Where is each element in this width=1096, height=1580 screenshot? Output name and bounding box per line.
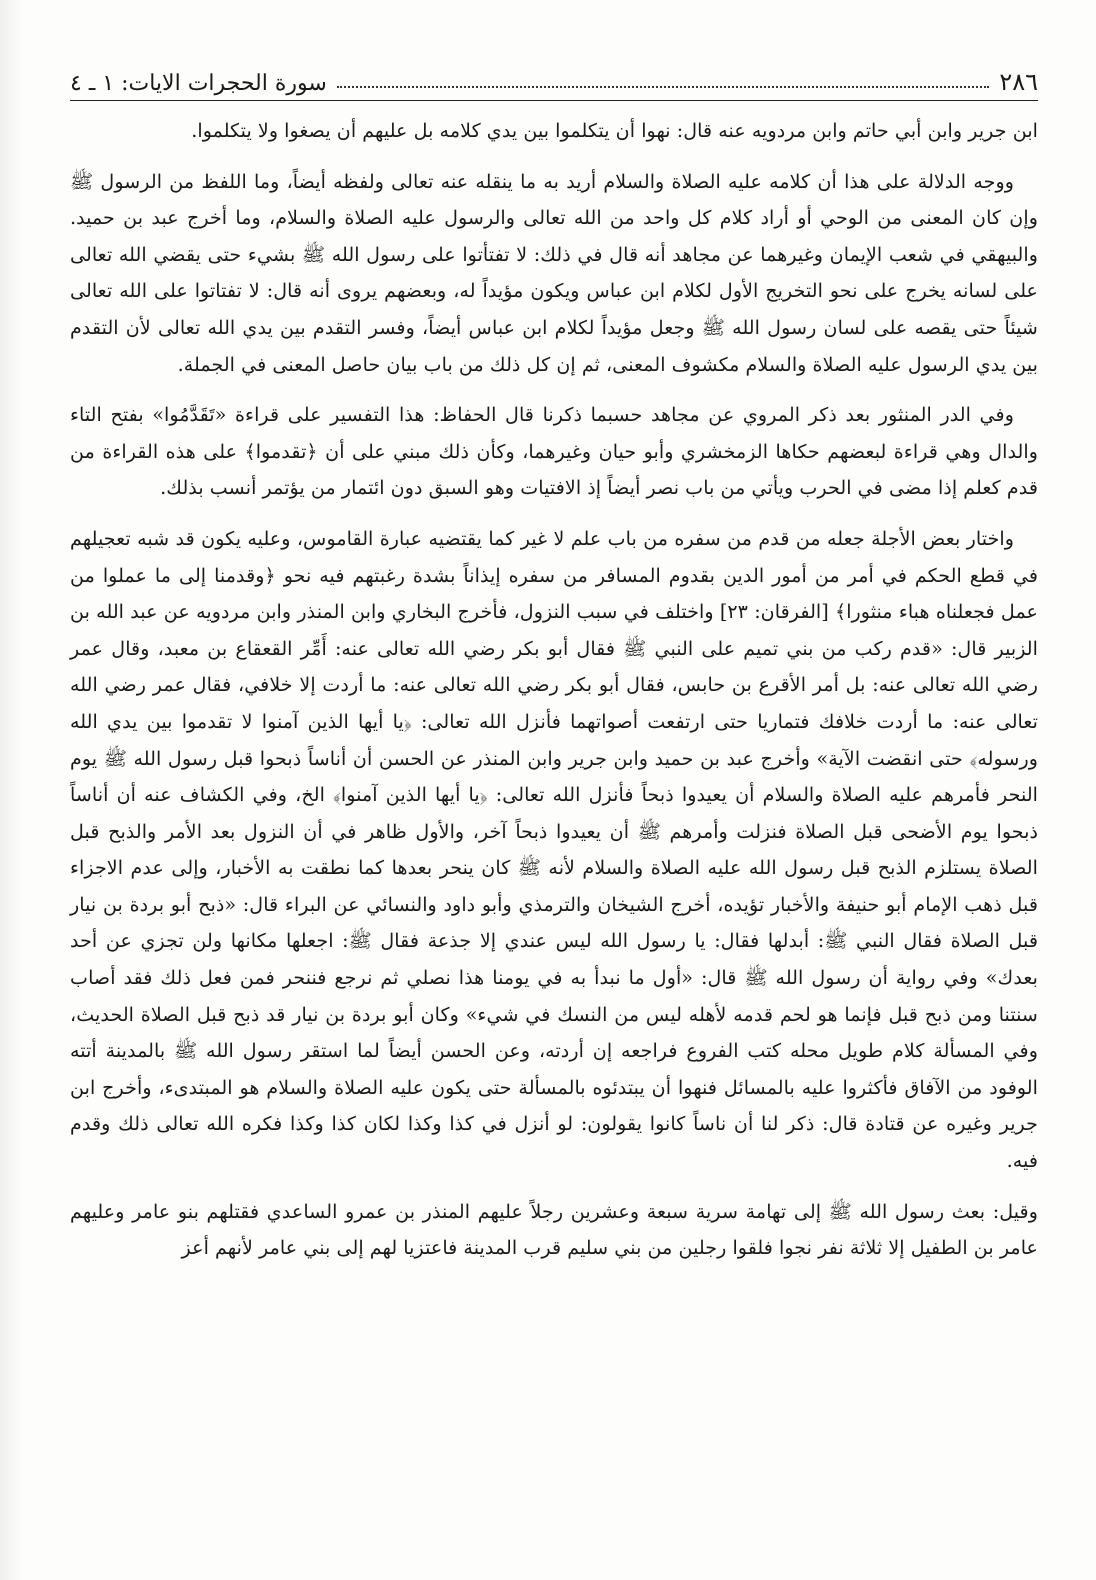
page-number: ٢٨٦ — [999, 68, 1038, 96]
paragraph-1: ابن جرير وابن أبي حاتم وابن مردويه عنه قال: نهوا أن يتكلموا بين يدي كلامه بل عليهم أن يصغوا ولا يتكلموا. — [191, 119, 1038, 142]
page-body — [70, 113, 1038, 1267]
header-dot-leader — [337, 86, 990, 88]
scan-edge-shadow — [0, 0, 22, 1580]
header-rule — [70, 100, 1038, 101]
paragraph-5: وقيل: بعث رسول الله ﷺ إلى تهامة سرية سبعة وعشرين رجلاً عليهم المنذر بن عمرو الساعدي فقتلهم بنو عامر وعليهم عامر بن الطفيل إلا ثلاثة نفر نجوا فلقوا رجلين من بني سليم قرب المدينة فاعتزيا لهم إلى بني عامر لأنهم أعز — [70, 1199, 1038, 1260]
book-page — [70, 60, 1038, 1281]
running-header — [70, 60, 1038, 96]
paragraph-2: ووجه الدلالة على هذا أن كلامه عليه الصلاة والسلام أريد به ما ينقله عنه تعالى ولفظه أيضاً، وما اللفظ من الرسول ﷺ وإن كان المعنى من الوحي أو أراد كلام كل واحد من الله تعالى والرسول عليه الصلاة والسلام، وما أخرج عبد بن حميد. والبيهقي في شعب الإيمان وغيرهما عن مجاهد أنه قال في ذلك: لا تفتأتوا على رسول الله ﷺ بشيء حتى يقضي الله تعالى على لسانه يخرج على نحو التخريج الأول لكلام ابن عباس ويكون مؤيداً له، وبعضهم يروى أنه قال: لا تفتاتوا على الله تعالى شيئاً حتى يقصه على لسان رسول الله ﷺ وجعل مؤيداً لكلام ابن عباس أيضاً، وفسر التقدم بين يدي الله تعالى لأن التقدم بين يدي الرسول عليه الصلاة والسلام مكشوف المعنى، ثم إن كل ذلك من باب بيان حاصل المعنى في الجملة. — [70, 169, 1038, 376]
paragraph-4: واختار بعض الأجلة جعله من قدم من سفره من باب علم لا غير كما يقتضيه عبارة القاموس، وعليه يكون قد شبه تعجيلهم في قطع الحكم في أمر من أمور الدين بقدوم المسافر من سفره إيذاناً بشدة رغبتهم فيه نحو ﴿وقدمنا إلى ما عملوا من عمل فجعلناه هباء منثورا﴾ [الفرقان: ٢٣] واختلف في سبب النزول، فأخرج البخاري وابن المنذر وابن مردويه عن عبد الله بن الزبير قال: «قدم ركب من بني تميم على النبي ﷺ فقال أبو بكر رضي الله تعالى عنه: أَمِّر القعقاع بن معبد، وقال عمر رضي الله تعالى عنه: بل أمر الأقرع بن حابس، فقال أبو بكر رضي الله تعالى عنه: ما أردت إلا خلافي، فقال عمر رضي الله تعالى عنه: ما أردت خلافك فتماريا حتى ارتفعت أصواتهما فأنزل الله تعالى: ﴿يا أيها الذين آمنوا لا تقدموا بين يدي الله ورسوله﴾ حتى انقضت الآية» وأخرج عبد بن حميد وابن جرير وابن المنذر عن الحسن أن أناساً ذبحوا قبل رسول الله ﷺ يوم النحر فأمرهم عليه الصلاة والسلام أن يعيدوا ذبحاً فأنزل الله تعالى: ﴿يا أيها الذين آمنوا﴾ الخ، وفي الكشاف عنه أن أناساً ذبحوا يوم الأضحى قبل الصلاة فنزلت وأمرهم ﷺ أن يعيدوا ذبحاً آخر، والأول ظاهر في أن النزول بعد الأمر والذبح قبل الصلاة يستلزم الذبح قبل رسول الله عليه الصلاة والسلام لأنه ﷺ كان ينحر بعدها كما نطقت به الأخبار، وإلى عدم الاجزاء قبل ذهب الإمام أبو حنيفة والأخبار تؤيده، أخرج الشيخان والترمذي وأبو داود والنسائي عن البراء قال: «ذبح أبو بردة بن نيار قبل الصلاة فقال النبي ﷺ: أبدلها فقال: يا رسول الله ليس عندي إلا جذعة فقال ﷺ: اجعلها مكانها ولن تجزي عن أحد بعدك» وفي رواية أن رسول الله ﷺ قال: «أول ما نبدأ به في يومنا هذا نصلي ثم نرجع فننحر فمن فعل ذلك فقد أصاب سنتنا ومن ذبح قبل فإنما هو لحم قدمه لأهله ليس من النسك في شيء» وكان أبو بردة بن نيار قد ذبح قبل الصلاة الحديث، وفي المسألة كلام طويل محله كتب الفروع فراجعه إن أردته، وعن الحسن أيضاً لما استقر رسول الله ﷺ بالمدينة أتته الوفود من الآفاق فأكثروا عليه بالمسائل فنهوا أن يبتدئوه بالمسألة حتى يكون عليه الصلاة والسلام هو المبتدىء، وأخرج ابن جرير وغيره عن قتادة قال: ذكر لنا أن ناساً كانوا يقولون: لو أنزل في كذا وكذا لكان كذا وكذا فكره الله تعالى ذلك وقدم فيه. — [70, 526, 1038, 1173]
paragraph-3: وفي الدر المنثور بعد ذكر المروي عن مجاهد حسبما ذكرنا قال الحفاظ: هذا التفسير على قراءة «تَقَدَّمُوا» بفتح التاء والدال وهي قراءة لبعضهم حكاها الزمخشري وأبو حيان وغيرهما، وكأن ذلك مبني على أن ﴿تقدموا﴾ على هذه القراءة من قدم كعلم إذا مضى في الحرب ويأتي من باب نصر أيضاً إذ الافتيات وهو السبق دون ائتمار من يؤتمر أنسب بذلك. — [70, 403, 1038, 500]
surah-title: سورة الحجرات الايات: ١ ـ ٤ — [70, 71, 327, 96]
